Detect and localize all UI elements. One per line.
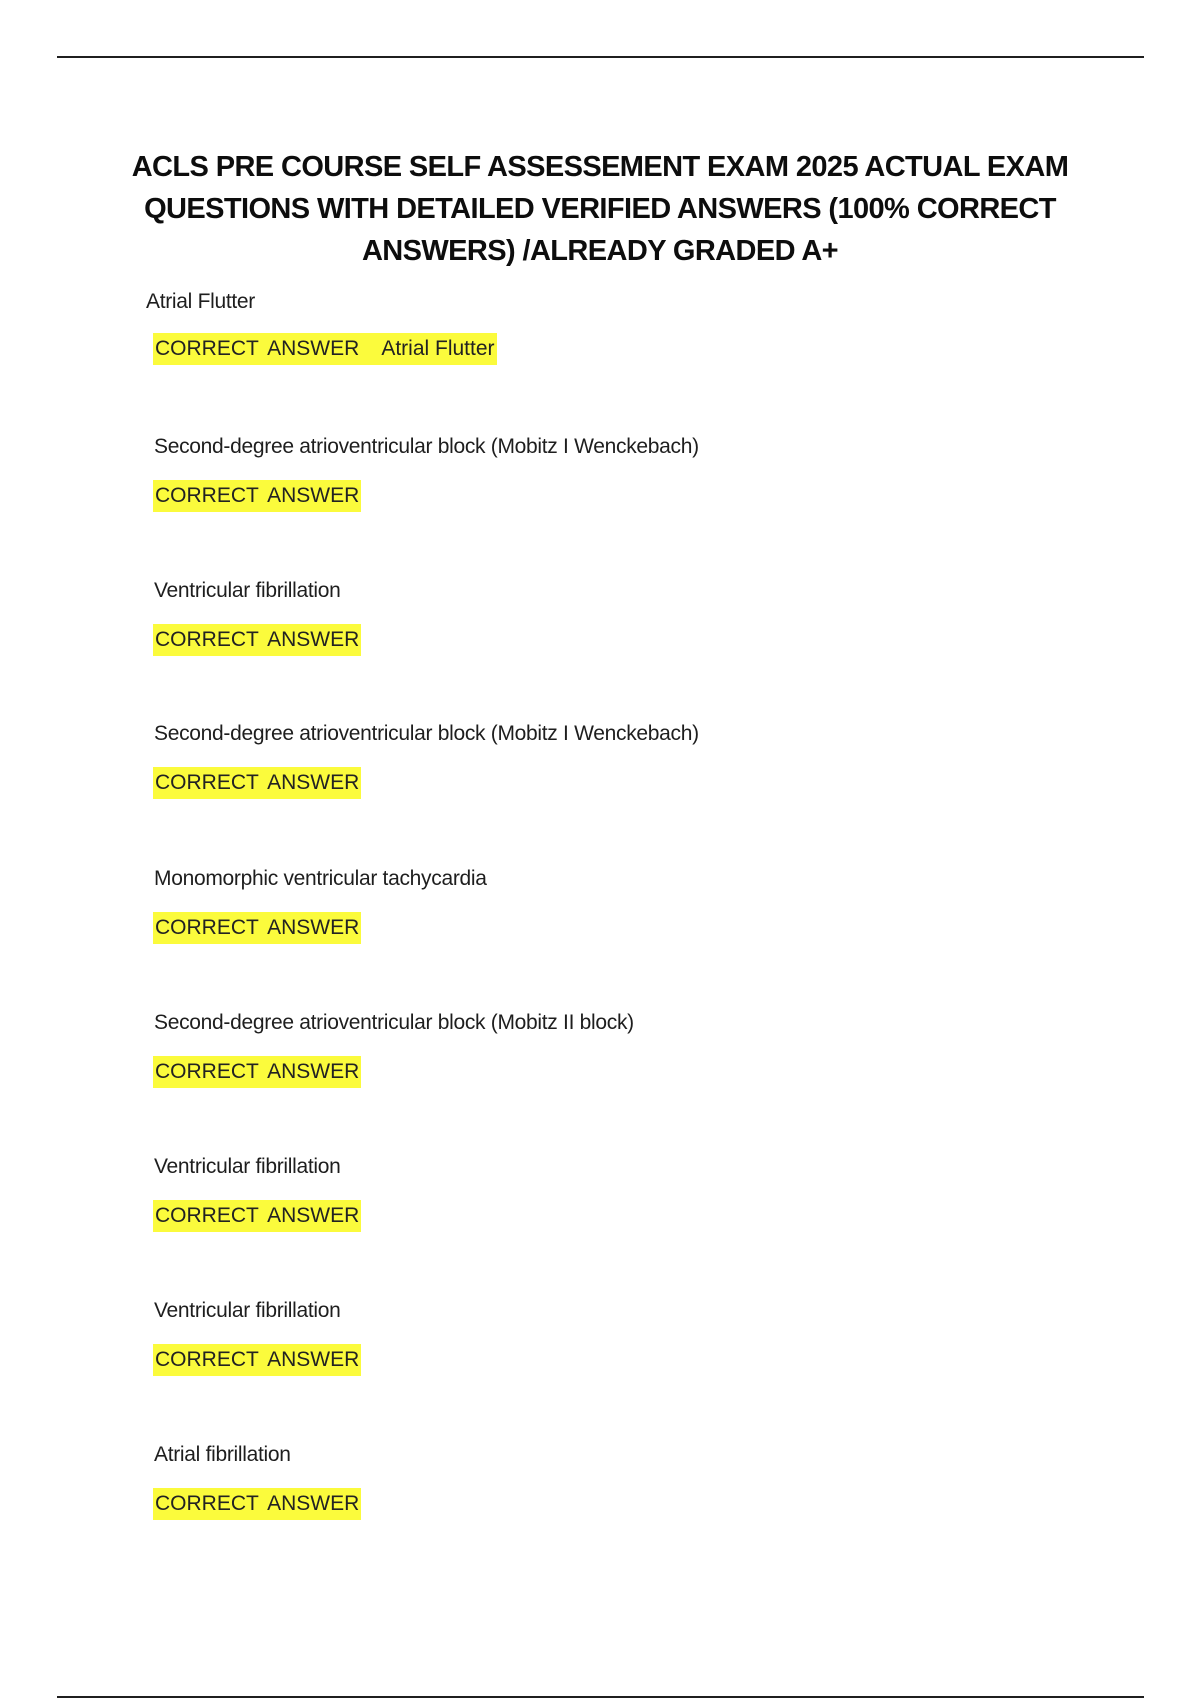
answer-value: Atrial Flutter bbox=[381, 337, 495, 360]
question-text: Second-degree atrioventricular block (Mobitz I Wenckebach) bbox=[154, 722, 699, 745]
qa-item bbox=[0, 1297, 1200, 1417]
question-text: Ventricular fibrillation bbox=[154, 579, 341, 602]
qa-item bbox=[0, 1441, 1200, 1561]
answer-label: CORRECT ANSWER bbox=[155, 628, 360, 651]
answer-label: CORRECT ANSWER bbox=[155, 1348, 360, 1371]
answer-highlight bbox=[153, 912, 361, 944]
question-text: Ventricular fibrillation bbox=[154, 1299, 341, 1322]
answer-label: CORRECT ANSWER bbox=[155, 1492, 360, 1515]
header-rule bbox=[57, 56, 1144, 58]
answer-highlight bbox=[153, 333, 497, 365]
document-title: ACLS PRE COURSE SELF ASSESSEMENT EXAM 2025 ACTUAL EXAM QUESTIONS WITH DETAILED VERIFIED ANSWERS (100% CORRECT ANSWERS) /ALREADY GRADED A+ bbox=[131, 151, 1069, 267]
answer-highlight bbox=[153, 1488, 361, 1520]
qa-item bbox=[0, 288, 1200, 408]
answer-highlight bbox=[153, 1056, 361, 1088]
qa-item bbox=[0, 577, 1200, 697]
question-text: Atrial fibrillation bbox=[154, 1443, 291, 1466]
answer-highlight bbox=[153, 1344, 361, 1376]
qa-item bbox=[0, 865, 1200, 985]
answer-label: CORRECT ANSWER bbox=[155, 484, 360, 507]
answer-highlight bbox=[153, 767, 361, 799]
qa-item bbox=[0, 433, 1200, 553]
question-text: Atrial Flutter bbox=[146, 290, 255, 313]
answer-label: CORRECT ANSWER bbox=[155, 771, 360, 794]
answer-highlight bbox=[153, 1200, 361, 1232]
answer-label: CORRECT ANSWER bbox=[155, 337, 360, 360]
answer-label: CORRECT ANSWER bbox=[155, 916, 360, 939]
qa-item bbox=[0, 720, 1200, 840]
question-text: Second-degree atrioventricular block (Mobitz II block) bbox=[154, 1011, 634, 1034]
answer-highlight bbox=[153, 624, 361, 656]
question-text: Second-degree atrioventricular block (Mobitz I Wenckebach) bbox=[154, 435, 699, 458]
answer-label: CORRECT ANSWER bbox=[155, 1060, 360, 1083]
qa-item bbox=[0, 1009, 1200, 1129]
answer-highlight bbox=[153, 480, 361, 512]
question-text: Ventricular fibrillation bbox=[154, 1155, 341, 1178]
question-text: Monomorphic ventricular tachycardia bbox=[154, 867, 487, 890]
qa-item bbox=[0, 1153, 1200, 1273]
answer-label: CORRECT ANSWER bbox=[155, 1204, 360, 1227]
footer-rule bbox=[57, 1696, 1144, 1698]
